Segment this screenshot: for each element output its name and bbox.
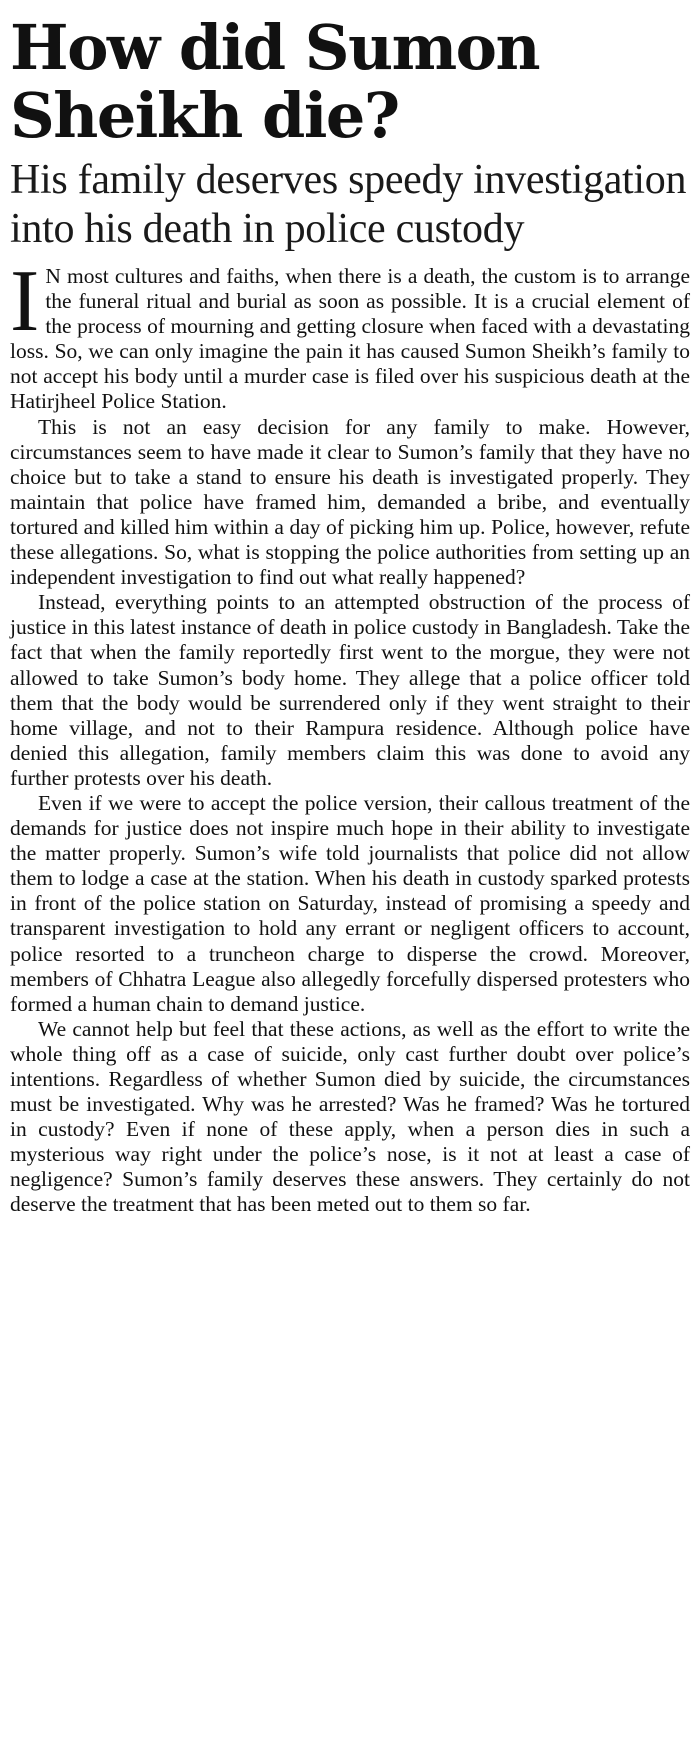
drop-cap: I: [10, 253, 40, 350]
paragraph-1-text: N most cultures and faiths, when there is a death, the custom is to arrange the funeral ritual and burial as soon as possible. It is a crucial element of the process of mourning and getting closure when faced with a devastating loss. So, we can only imagine the pain it has caused Sumon Sheikh’s family to not accept his body until a murder case is filed over his suspicious death at the Hatirjheel Police Station.: [10, 264, 690, 414]
subheadline: His family deserves speedy investigation into his death in police custody: [10, 157, 687, 252]
article-body: [10, 253, 690, 1218]
headline: How did Sumon Sheikh die?: [10, 11, 540, 152]
paragraph-3: Instead, everything points to an attempted obstruction of the process of justice in this latest instance of death in police custody in Bangladesh. Take the fact that when the family reportedly first went to the morgue, they were not allowed to take Sumon’s body home. They allege that a police officer told them that the body would be surrendered only if they went straight to their home village, and not to their Rampura residence. Although police have denied this allegation, family members claim this was done to avoid any further protests over his death.: [10, 590, 690, 790]
paragraph-4: Even if we were to accept the police version, their callous treatment of the demands for justice does not inspire much hope in their ability to investigate the matter properly. Sumon’s wife told journalists that police did not allow them to lodge a case at the station. When his death in custody sparked protests in front of the police station on Saturday, instead of promising a speedy and transparent investigation to hold any errant or negligent officers to account, police resorted to a truncheon charge to disperse the crowd. Moreover, members of Chhatra League also allegedly forcefully dispersed protesters who formed a human chain to demand justice.: [10, 790, 690, 1016]
paragraph-1: [10, 253, 690, 415]
paragraph-5: We cannot help but feel that these actions, as well as the effort to write the whole thing off as a case of suicide, only cast further doubt over police’s intentions. Regardless of whether Sumon died by suicide, the circumstances must be investigated. Why was he arrested? Was he framed? Was he tortured in custody? Even if none of these apply, when a person dies in such a mysterious way right under the police’s nose, is it not at least a case of negligence? Sumon’s family deserves these answers. They certainly do not deserve the treatment that has been meted out to them so far.: [10, 1016, 690, 1217]
paragraph-2: This is not an easy decision for any family to make. However, circumstances seem to have made it clear to Sumon’s family that they have no choice but to take a stand to ensure his death is investigated properly. They maintain that police have framed him, demanded a bribe, and eventually tortured and killed him within a day of picking him up. Police, however, refute these allegations. So, what is stopping the police authorities from setting up an independent investigation to find out what really happened?: [10, 414, 690, 590]
